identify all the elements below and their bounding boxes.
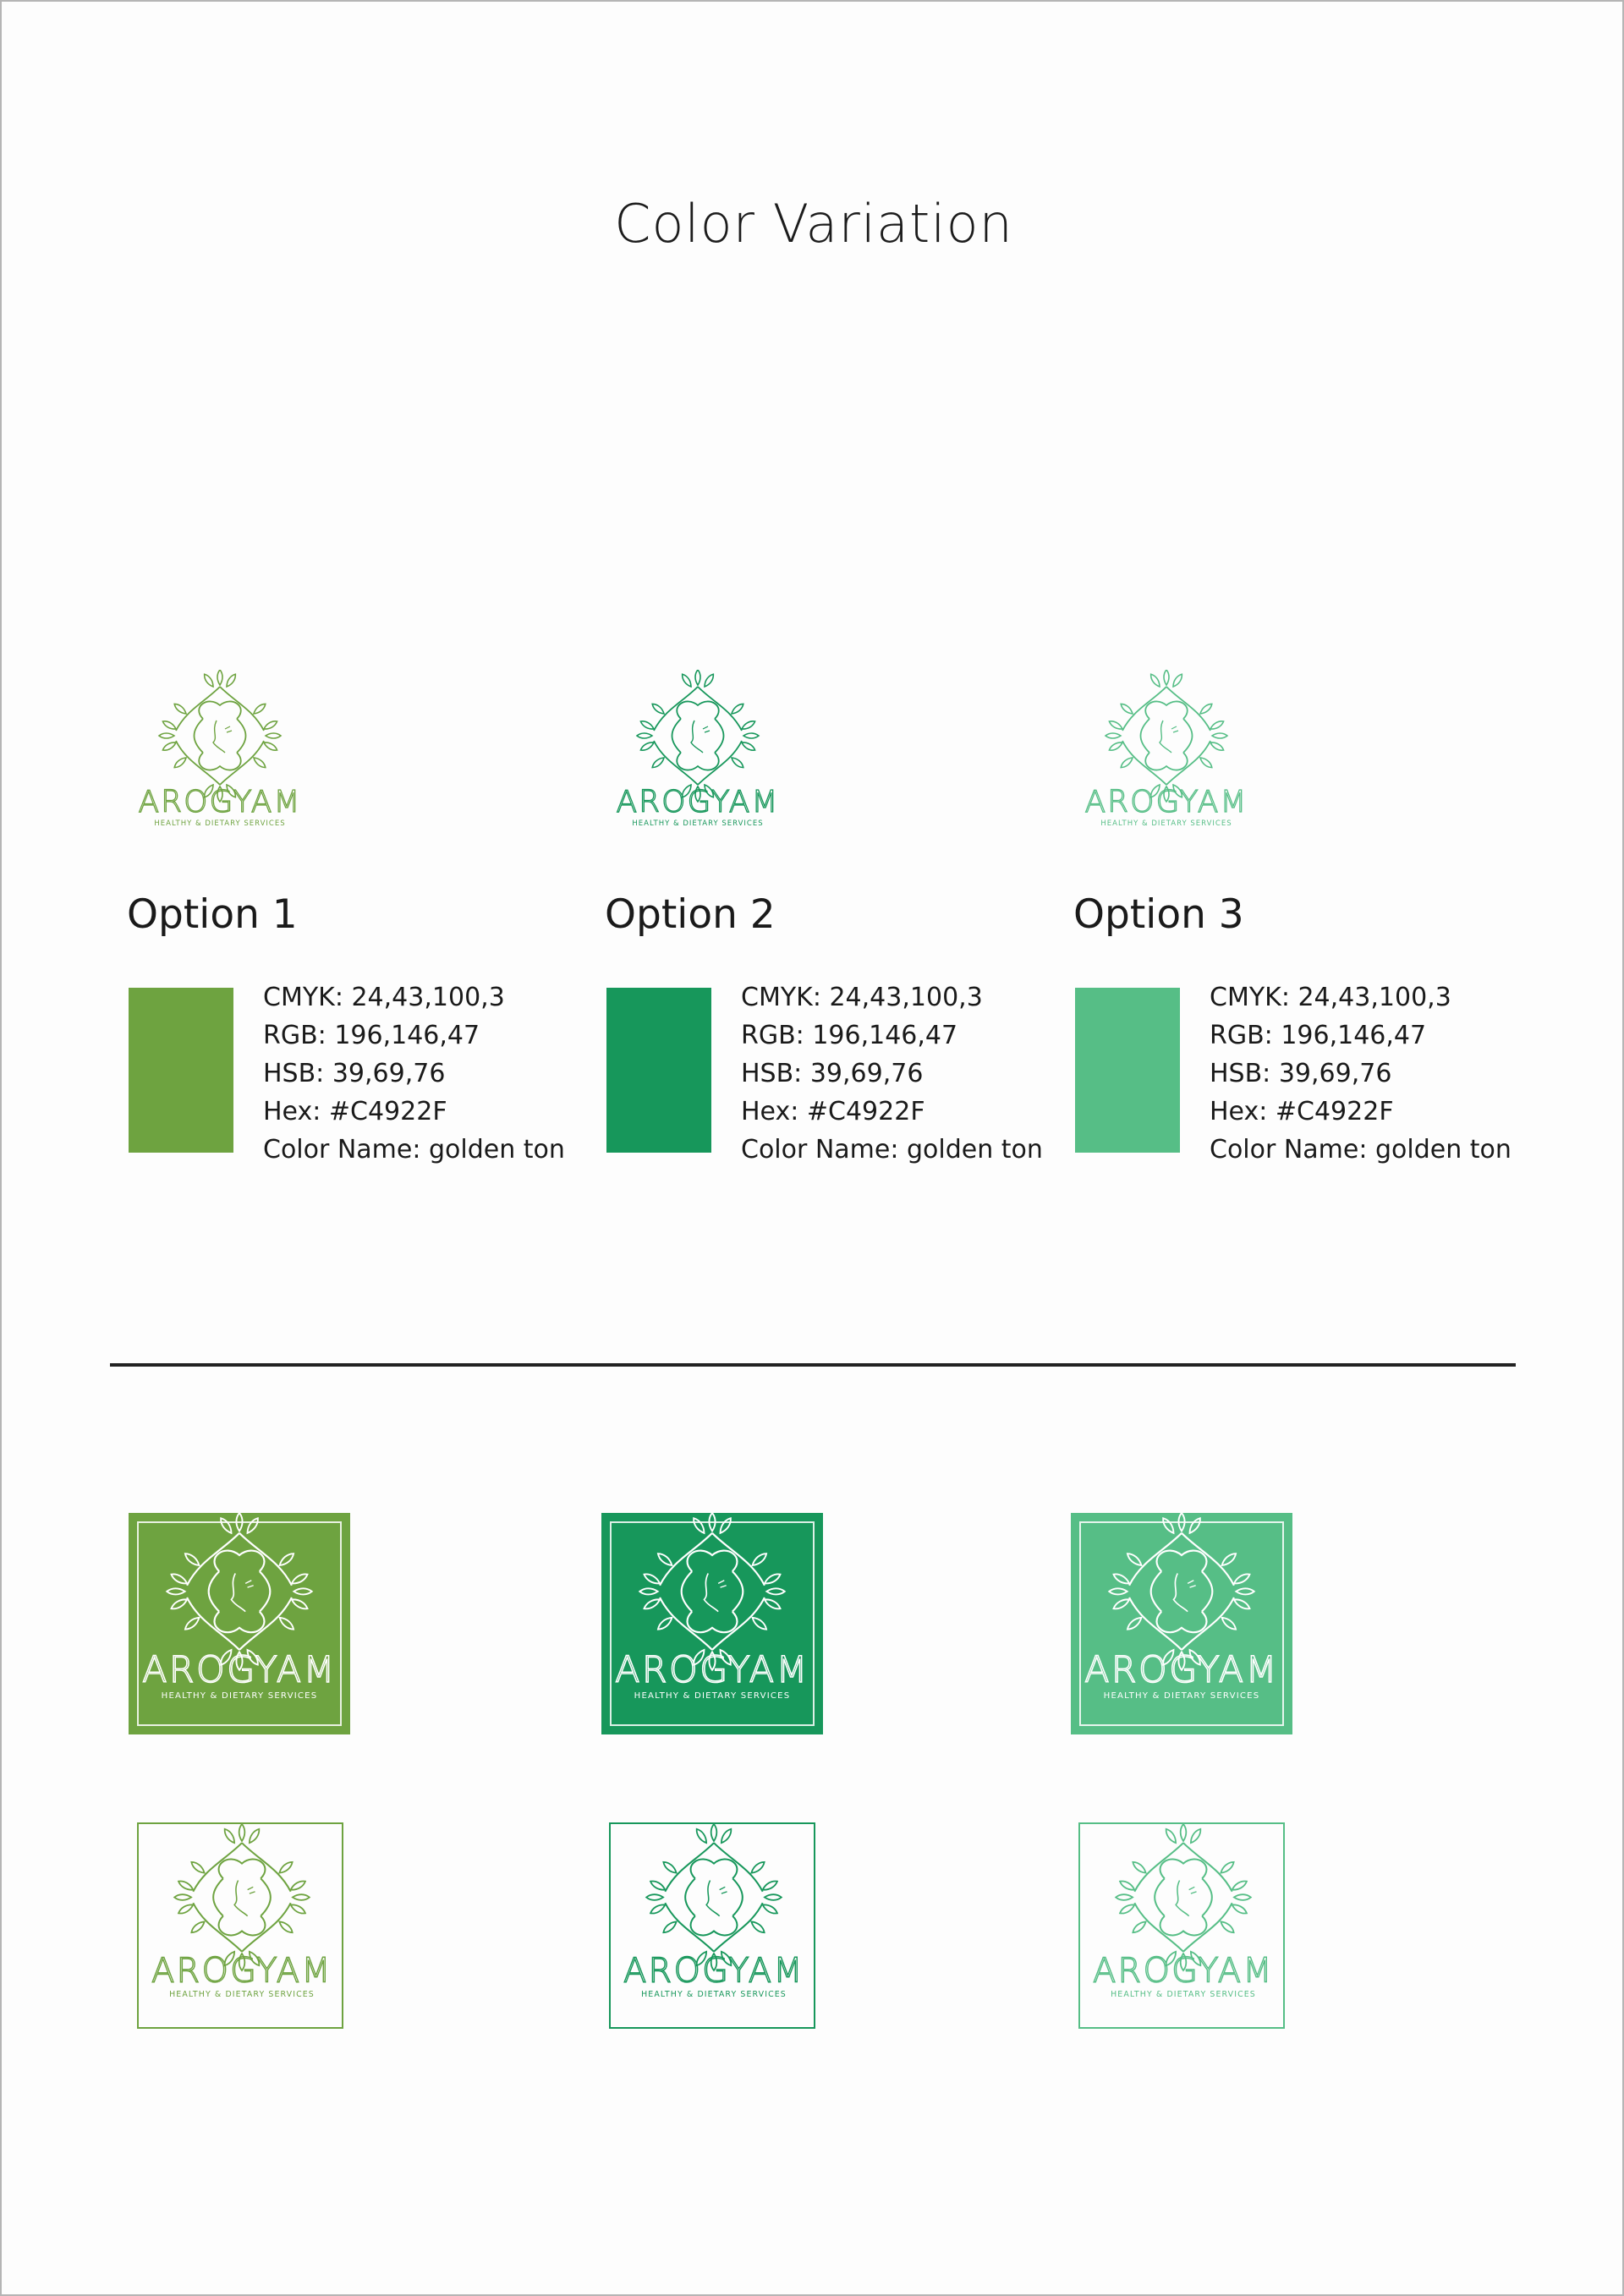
arogyam-logo <box>1073 670 1259 856</box>
logo-tile-outline-option-2 <box>609 1822 815 2029</box>
hex-value: Hex: #C4922F <box>263 1097 447 1126</box>
color-swatch <box>129 988 233 1153</box>
brand-tagline: HEALTHY & DIETARY SERVICES <box>161 1691 318 1701</box>
section-divider <box>110 1363 1516 1367</box>
color-name-value: Color Name: golden ton <box>741 1135 1043 1164</box>
rgb-value: RGB: 196,146,47 <box>263 1021 480 1050</box>
brand-tagline: HEALTHY & DIETARY SERVICES <box>1100 819 1232 828</box>
cmyk-value: CMYK: 24,43,100,3 <box>1210 983 1451 1012</box>
logo-mark <box>1073 670 1259 856</box>
hsb-value: HSB: 39,69,76 <box>741 1059 924 1088</box>
option-heading: Option 3 <box>1073 891 1244 938</box>
color-name-value: Color Name: golden ton <box>1210 1135 1512 1164</box>
brand-wordmark: AROGYAM <box>138 785 302 819</box>
logo-mark <box>601 1513 823 1734</box>
logo-mark <box>127 670 313 856</box>
hex-value: Hex: #C4922F <box>741 1097 925 1126</box>
color-name-value: Color Name: golden ton <box>263 1135 565 1164</box>
option-heading: Option 1 <box>127 891 298 938</box>
logo-mark <box>1071 1513 1292 1734</box>
cmyk-value: CMYK: 24,43,100,3 <box>263 983 505 1012</box>
logo-mark <box>129 1513 350 1734</box>
brand-wordmark: AROGYAM <box>1093 1951 1274 1991</box>
brand-tagline: HEALTHY & DIETARY SERVICES <box>641 1990 787 2000</box>
logo-mark <box>1080 1824 1287 2030</box>
rgb-value: RGB: 196,146,47 <box>741 1021 958 1050</box>
arogyam-logo <box>127 670 313 856</box>
brand-wordmark: AROGYAM <box>616 785 780 819</box>
color-specs <box>741 978 1043 1169</box>
page-title: Color Variation <box>614 193 1013 255</box>
logo-tile-filled-option-2 <box>601 1513 823 1734</box>
logo-tile-outline-option-1 <box>137 1822 343 2029</box>
brand-wordmark: AROGYAM <box>151 1951 332 1991</box>
color-specs <box>1210 978 1512 1169</box>
color-swatch <box>1075 988 1180 1153</box>
brand-tagline: HEALTHY & DIETARY SERVICES <box>634 1691 791 1701</box>
rgb-value: RGB: 196,146,47 <box>1210 1021 1427 1050</box>
brand-wordmark: AROGYAM <box>615 1649 809 1692</box>
brand-tagline: HEALTHY & DIETARY SERVICES <box>1103 1691 1260 1701</box>
hsb-value: HSB: 39,69,76 <box>263 1059 446 1088</box>
brand-wordmark: AROGYAM <box>142 1649 337 1692</box>
logo-mark <box>605 670 791 856</box>
logo-tile-filled-option-1 <box>129 1513 350 1734</box>
brand-tagline: HEALTHY & DIETARY SERVICES <box>169 1990 315 2000</box>
logo-mark <box>139 1824 345 2030</box>
option-heading: Option 2 <box>605 891 776 938</box>
brand-wordmark: AROGYAM <box>623 1951 804 1991</box>
brand-tagline: HEALTHY & DIETARY SERVICES <box>632 819 764 828</box>
hex-value: Hex: #C4922F <box>1210 1097 1394 1126</box>
logo-tile-filled-option-3 <box>1071 1513 1292 1734</box>
color-specs <box>263 978 565 1169</box>
arogyam-logo <box>605 670 791 856</box>
logo-mark <box>611 1824 817 2030</box>
cmyk-value: CMYK: 24,43,100,3 <box>741 983 983 1012</box>
brand-tagline: HEALTHY & DIETARY SERVICES <box>1111 1990 1256 2000</box>
brand-wordmark: AROGYAM <box>1084 785 1248 819</box>
logo-tile-outline-option-3 <box>1078 1822 1285 2029</box>
hsb-value: HSB: 39,69,76 <box>1210 1059 1392 1088</box>
brand-tagline: HEALTHY & DIETARY SERVICES <box>154 819 286 828</box>
brand-wordmark: AROGYAM <box>1084 1649 1279 1692</box>
color-swatch <box>606 988 711 1153</box>
